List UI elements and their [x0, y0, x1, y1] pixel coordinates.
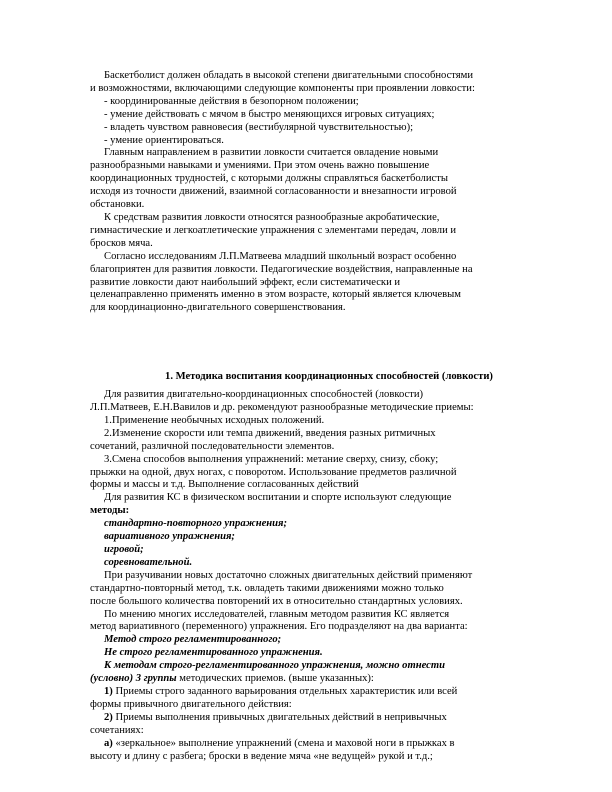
section-heading: 1. Методика воспитания координационных способностей (ловкости): [165, 371, 493, 383]
text-line: Баскетболист должен обладать в высокой степени двигательными способностями: [104, 70, 474, 81]
document-page: [90, 70, 522, 763]
list-item: - координированные действия в безопорном положении;: [104, 95, 359, 107]
text-line: Для развития двигательно-координационных способностей (ловкости): [104, 389, 424, 401]
text-line: По мнению многих исследователей, главным методом развития КС является: [104, 608, 450, 620]
text-span: Приемы строго заданного варьирования отдельных характеристик или всей: [112, 685, 458, 697]
variant-item: Не строго регламентированного упражнения.: [104, 647, 323, 659]
method-item: стандартно-повторного упражнения;: [104, 518, 288, 530]
text-line: высоту и длину с разбега; броски в ведение мяча «не ведущей» рукой и т.д.;: [90, 750, 433, 762]
list-item: [90, 712, 522, 725]
text-line: формы и массы и т.д. Выполнение согласованных действий: [90, 479, 359, 491]
paragraph-methodical-techniques: [90, 389, 522, 492]
text-line: [90, 673, 522, 686]
item-letter: а): [104, 737, 113, 749]
text-line: формы привычного двигательного действия:: [90, 698, 292, 710]
method-item: соревновательной.: [104, 556, 193, 568]
text-line: метод вариативного (переменного) упражнения. Его подразделяют на два варианта:: [90, 621, 468, 633]
text-line: гимнастические и легкоатлетические упражнения с элементами передач, ловли и: [90, 224, 457, 236]
list-item: - умение ориентироваться.: [104, 134, 224, 146]
list-item: - владеть чувством равновесия (вестибулярной чувствительностью);: [104, 121, 414, 133]
variant-item: Метод строго регламентированного;: [104, 634, 282, 646]
text-line: разнообразными навыками и умениями. При этом очень важно повышение: [90, 160, 430, 172]
method-item: игровой;: [104, 544, 144, 555]
text-span: методических приемов. (выше указанных):: [176, 673, 374, 685]
text-line: Согласно исследованиям Л.П.Матвеева младший школьный возраст особенно: [104, 250, 457, 262]
text-line: сочетаний, различной последовательности элементов.: [90, 440, 335, 452]
text-line: благоприятен для развития ловкости. Педагогические воздействия, направленные на: [90, 263, 473, 275]
list-item: 1.Применение необычных исходных положений.: [104, 414, 325, 426]
list-item: 2.Изменение скорости или темпа движений, введения разных ритмичных: [104, 427, 436, 439]
emphasis-text: (условно) 3 группы: [90, 673, 177, 685]
text-line: Главным направлением в развитии ловкости считается овладение новыми: [104, 147, 439, 159]
text-line: Для развития КС в физическом воспитании и спорте используют следующие: [104, 492, 452, 504]
text-line: сочетаниях:: [90, 724, 144, 736]
text-line: бросков мяча.: [90, 237, 153, 249]
paragraph-strict-methods: [90, 660, 522, 763]
paragraph-matveev: [90, 251, 522, 316]
text-line: стандартно-повторный метод, т.к. овладеть такими движениями можно только: [90, 582, 444, 594]
method-item: вариативного упражнения;: [104, 531, 235, 543]
paragraph-means: [90, 212, 522, 251]
text-span: «зеркальное» выполнение упражнений (смена и маховой ноги в прыжках в: [112, 737, 455, 749]
text-line: обстановки.: [90, 199, 145, 211]
methods-label: методы:: [90, 505, 130, 517]
item-number: 1): [104, 685, 113, 697]
list-item: [90, 686, 522, 699]
text-line: При разучивании новых достаточно сложных двигательных действий применяют: [104, 569, 473, 581]
section-gap: [90, 315, 522, 371]
text-line: координационных трудностей, с которыми должны справляться баскетболисты: [90, 173, 448, 185]
text-line: Л.П.Матвеев, Е.Н.Вавилов и др. рекомендуют разнообразные методические приемы:: [90, 402, 474, 414]
text-line: К методам строго-регламентированного упражнения, можно отнести: [104, 660, 445, 672]
text-line: развитие ловкости дают наибольший эффект, если систематически и: [90, 276, 401, 288]
paragraph-methods: [90, 492, 522, 569]
text-line: исходя из точности движений, взаимной согласованности и внезапности игровой: [90, 186, 457, 198]
text-line: К средствам развития ловкости относятся разнообразные акробатические,: [104, 211, 440, 223]
text-span: Приемы выполнения привычных двигательных действий в непривычных: [112, 711, 447, 723]
text-line: целенаправленно применять именно в этом возрасте, который является ключевым: [90, 289, 461, 301]
paragraph-main-direction: [90, 147, 522, 212]
text-line: для координационно-двигательного совершенствования.: [90, 302, 346, 314]
paragraph-variative: [90, 609, 522, 661]
item-number: 2): [104, 711, 113, 723]
text-line: и возможностями, включающими следующие компоненты при проявлении ловкости:: [90, 82, 475, 94]
paragraph-standard-repeat: [90, 570, 522, 609]
list-item: [90, 738, 522, 751]
text-line: после большого количества повторений их в относительно стандартных условиях.: [90, 595, 463, 607]
paragraph-basketball-abilities: [90, 70, 522, 147]
list-item: 3.Смена способов выполнения упражнений: метание сверху, снизу, сбоку;: [104, 453, 439, 465]
text-line: прыжки на одной, двух ногах, с поворотом. Использование предметов различной: [90, 466, 457, 478]
list-item: - умение действовать с мячом в быстро меняющихся игровых ситуациях;: [104, 108, 435, 120]
